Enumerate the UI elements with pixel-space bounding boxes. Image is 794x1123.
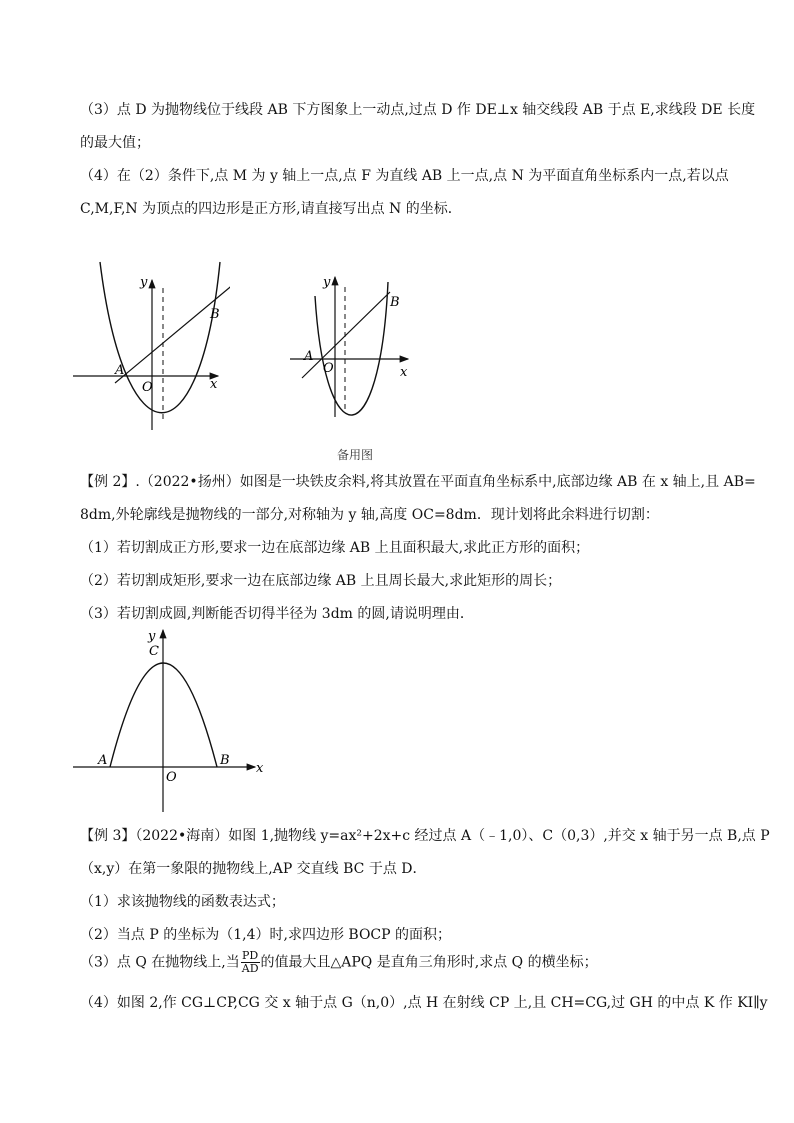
text-line: C,M,F,N 为顶点的四边形是正方形,请直接写出点 N 的坐标． [80,201,462,217]
fraction-denominator: AD [241,962,259,975]
label-a: A [98,753,108,768]
label-b: B [220,753,230,768]
parabola-curve [315,282,388,415]
label-o: O [323,361,334,376]
text-line: （1）求该抛物线的函数表达式； [80,894,285,910]
parabola-curve [100,262,220,413]
label-o: O [166,770,177,785]
fraction-numerator: PD [242,949,259,962]
text-line: （3）点 D 为抛物线位于线段 AB 下方图象上一动点,过点 D 作 DE⊥x 轴交线段 AB 于点 E,求线段 DE 长度 [80,102,756,118]
label-x: x [256,761,264,776]
text-line: （1）若切割成正方形,要求一边在底部边缘 AB 上且面积最大,求此正方形的面积； [80,540,590,556]
figure-iron-sheet [70,626,280,816]
label-y: y [323,275,331,290]
label-x: x [400,365,408,380]
text-line: （x,y）在第一象限的抛物线上,AP 交直线 BC 于点 D． [80,861,427,877]
figure-parabola-1 [70,258,230,433]
text-line: 【例 3】（2022•海南）如图 1,抛物线 y=ax²+2x+c 经过点 A（﹣1,0）、C（0,3）,并交 x 轴于另一点 B,点 P [80,828,770,844]
figure-parabola-2 [290,272,420,422]
label-y: y [140,275,148,290]
label-y: y [148,629,156,644]
text-line: 8dm,外轮廓线是抛物线的一部分,对称轴为 y 轴,高度 OC=8dm．现计划将此余料进行切割： [80,507,659,523]
label-a: A [115,363,125,378]
label-b: B [210,307,220,322]
text-line: （4）在（2）条件下,点 M 为 y 轴上一点,点 F 为直线 AB 上一点,点 N 为平面直角坐标系内一点,若以点 [80,168,729,184]
text-line: （3）若切割成圆,判断能否切得半径为 3dm 的圆,请说明理由． [80,606,474,622]
text-line: （2）若切割成矩形,要求一边在底部边缘 AB 上且周长最大,求此矩形的周长； [80,573,562,589]
text-line: （2）当点 P 的坐标为（1,4）时,求四边形 BOCP 的面积； [80,927,451,943]
text-line: 的最大值； [80,135,150,151]
text-line: 【例 2】.（2022•扬州）如图是一块铁皮余料,将其放置在平面直角坐标系中,底部边缘 AB 在 x 轴上,且 AB= [80,474,756,490]
label-x: x [210,377,218,392]
fraction-pd-ad [241,950,260,975]
text-line: （4）如图 2,作 CG⊥CP,CG 交 x 轴于点 G（n,0）,点 H 在射线 CP 上,且 CH=CG,过 GH 的中点 K 作 KI∥y [80,995,768,1011]
label-c: C [149,644,159,659]
label-o: O [142,380,153,395]
label-b: B [390,295,400,310]
text-span: 的值最大且△APQ 是直角三角形时,求点 Q 的横坐标； [260,954,598,971]
line-ab [115,283,230,383]
text-span: （3）点 Q 在抛物线上,当 [80,954,240,971]
label-a: A [304,349,314,364]
figure-caption: 备用图 [337,448,374,462]
text-line-with-fraction [80,950,598,975]
